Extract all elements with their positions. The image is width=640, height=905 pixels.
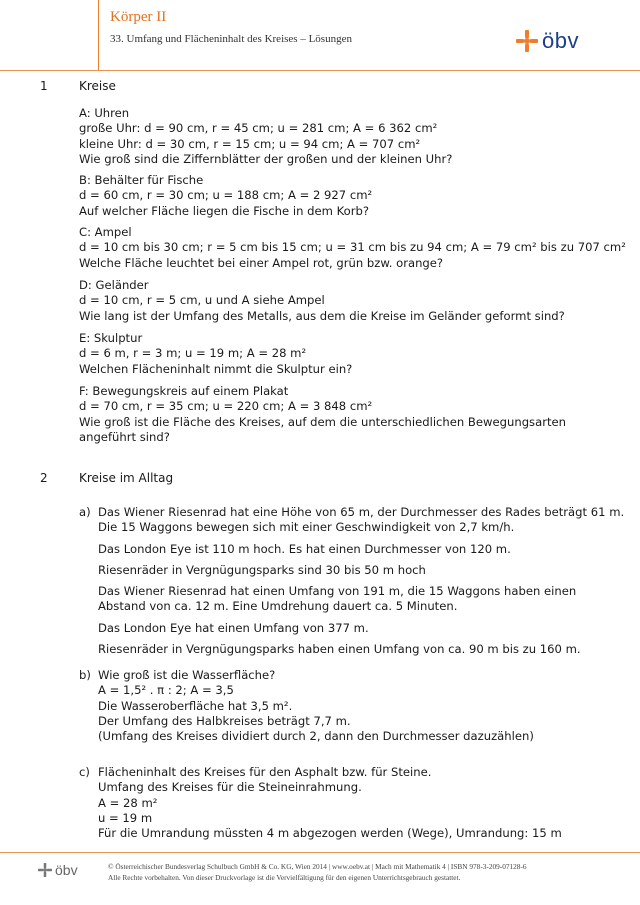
footer-logo-text: öbv — [55, 862, 78, 878]
footer-text — [108, 861, 527, 883]
block-heading: F: Bewegungskreis auf einem Plakat — [79, 384, 289, 398]
section-1-title: Kreise — [79, 79, 116, 93]
block-line: angeführt sind? — [79, 429, 170, 444]
item-line: Für die Umrandung müssten 4 m abgezogen werden (Wege), Umrandung: 15 m — [98, 826, 562, 841]
item-line: Riesenräder in Vergnügungsparks haben einen Umfang von ca. 90 m bis zu 160 m. — [98, 642, 581, 657]
item-line: Das London Eye hat einen Umfang von 377 m. — [98, 620, 369, 635]
item-line: A = 28 m² — [98, 795, 158, 810]
page-subtitle: 33. Umfang und Flächeninhalt des Kreises – Lösungen — [110, 33, 352, 45]
header-divider — [98, 0, 99, 70]
item-line: Wie groß ist die Wasserfläche? — [98, 668, 276, 682]
block-line: kleine Uhr: d = 30 cm, r = 15 cm; u = 94 cm; A = 707 cm² — [79, 136, 421, 151]
block-heading: A: Uhren — [79, 106, 130, 120]
section-1-number: 1 — [40, 79, 48, 93]
block-heading: B: Behälter für Fische — [79, 173, 204, 187]
item-line: Das London Eye ist 110 m hoch. Es hat einen Durchmesser von 120 m. — [98, 541, 511, 556]
item-line: u = 19 m — [98, 810, 153, 825]
footer-logo — [38, 862, 78, 878]
item-line: Umfang des Kreises für die Steineinrahmung. — [98, 780, 362, 795]
item-line: Abstand von ca. 12 m. Eine Umdrehung dauert ca. 5 Minuten. — [98, 599, 458, 614]
block-e-skulptur — [79, 331, 352, 377]
star-icon — [516, 30, 538, 52]
section-2-number: 2 — [40, 471, 48, 485]
block-f-bewegungskreis — [79, 384, 566, 445]
block-line: d = 10 cm bis 30 cm; r = 5 cm bis 15 cm; u = 31 cm bis zu 94 cm; A = 79 cm² bis zu 707 cm² — [79, 240, 626, 255]
block-line: große Uhr: d = 90 cm, r = 45 cm; u = 281 cm; A = 6 362 cm² — [79, 121, 438, 136]
item-a-text — [98, 505, 624, 657]
item-b-text — [98, 668, 534, 744]
star-icon — [38, 863, 52, 877]
item-line: Riesenräder in Vergnügungsparks sind 30 bis 50 m hoch — [98, 562, 426, 577]
item-line: Der Umfang des Halbkreises beträgt 7,7 m. — [98, 713, 351, 728]
block-b-fische — [79, 173, 372, 219]
item-label: b) — [79, 668, 91, 682]
block-a-uhren — [79, 106, 452, 167]
item-line: Das Wiener Riesenrad hat eine Höhe von 65 m, der Durchmesser des Rades beträgt 61 m. — [98, 505, 625, 519]
block-line: Auf welcher Fläche liegen die Fische in dem Korb? — [79, 203, 369, 218]
copyright-line: © Österreichischer Bundesverlag Schulbuch GmbH & Co. KG, Wien 2014 | www.oebv.at | Mach mit Mathematik 4 | ISBN 978-3-209-07128-6 — [108, 862, 527, 871]
item-line: A = 1,5² . π : 2; A = 3,5 — [98, 683, 234, 698]
block-c-ampel — [79, 225, 626, 271]
block-heading: E: Skulptur — [79, 331, 143, 345]
publisher-logo — [516, 28, 579, 54]
item-line: (Umfang des Kreises dividiert durch 2, dann den Durchmesser dazuzählen) — [98, 729, 534, 744]
item-c-text — [98, 765, 562, 841]
item-line: Die 15 Waggons bewegen sich mit einer Geschwindigkeit von 2,7 km/h. — [98, 520, 515, 535]
page-title: Körper II — [110, 9, 167, 25]
block-heading: C: Ampel — [79, 225, 132, 239]
block-line: Wie groß ist die Fläche des Kreises, auf dem die unterschiedlichen Bewegungsarten — [79, 414, 566, 429]
block-line: Welchen Flächeninhalt nimmt die Skulptur ein? — [79, 361, 353, 376]
block-line: Wie lang ist der Umfang des Metalls, aus dem die Kreise im Geländer geformt sind? — [79, 308, 565, 323]
block-line: d = 70 cm, r = 35 cm; u = 220 cm; A = 3 848 cm² — [79, 399, 373, 414]
item-line: Das Wiener Riesenrad hat einen Umfang von 191 m, die 15 Waggons haben einen — [98, 584, 577, 599]
header-rule — [0, 70, 640, 71]
item-line: Flächeninhalt des Kreises für den Asphalt bzw. für Steine. — [98, 765, 432, 779]
block-heading: D: Geländer — [79, 278, 149, 292]
item-label: c) — [79, 765, 90, 779]
block-line: Welche Fläche leuchtet bei einer Ampel rot, grün bzw. orange? — [79, 255, 444, 270]
item-label: a) — [79, 505, 91, 519]
block-d-gelaender — [79, 278, 565, 324]
item-line: Die Wasseroberfläche hat 3,5 m². — [98, 698, 293, 713]
block-line: d = 60 cm, r = 30 cm; u = 188 cm; A = 2 927 cm² — [79, 188, 373, 203]
block-line: d = 10 cm, r = 5 cm, u und A siehe Ampel — [79, 293, 325, 308]
footer-rule — [0, 852, 640, 853]
section-2-title: Kreise im Alltag — [79, 471, 174, 485]
block-line: Wie groß sind die Ziffernblätter der großen und der kleinen Uhr? — [79, 151, 453, 166]
logo-text: öbv — [542, 28, 579, 53]
rights-line: Alle Rechte vorbehalten. Von dieser Druckvorlage ist die Vervielfältigung für den eigenen Unterrichtsgebrauch gestattet. — [108, 873, 461, 882]
block-line: d = 6 m, r = 3 m; u = 19 m; A = 28 m² — [79, 346, 307, 361]
